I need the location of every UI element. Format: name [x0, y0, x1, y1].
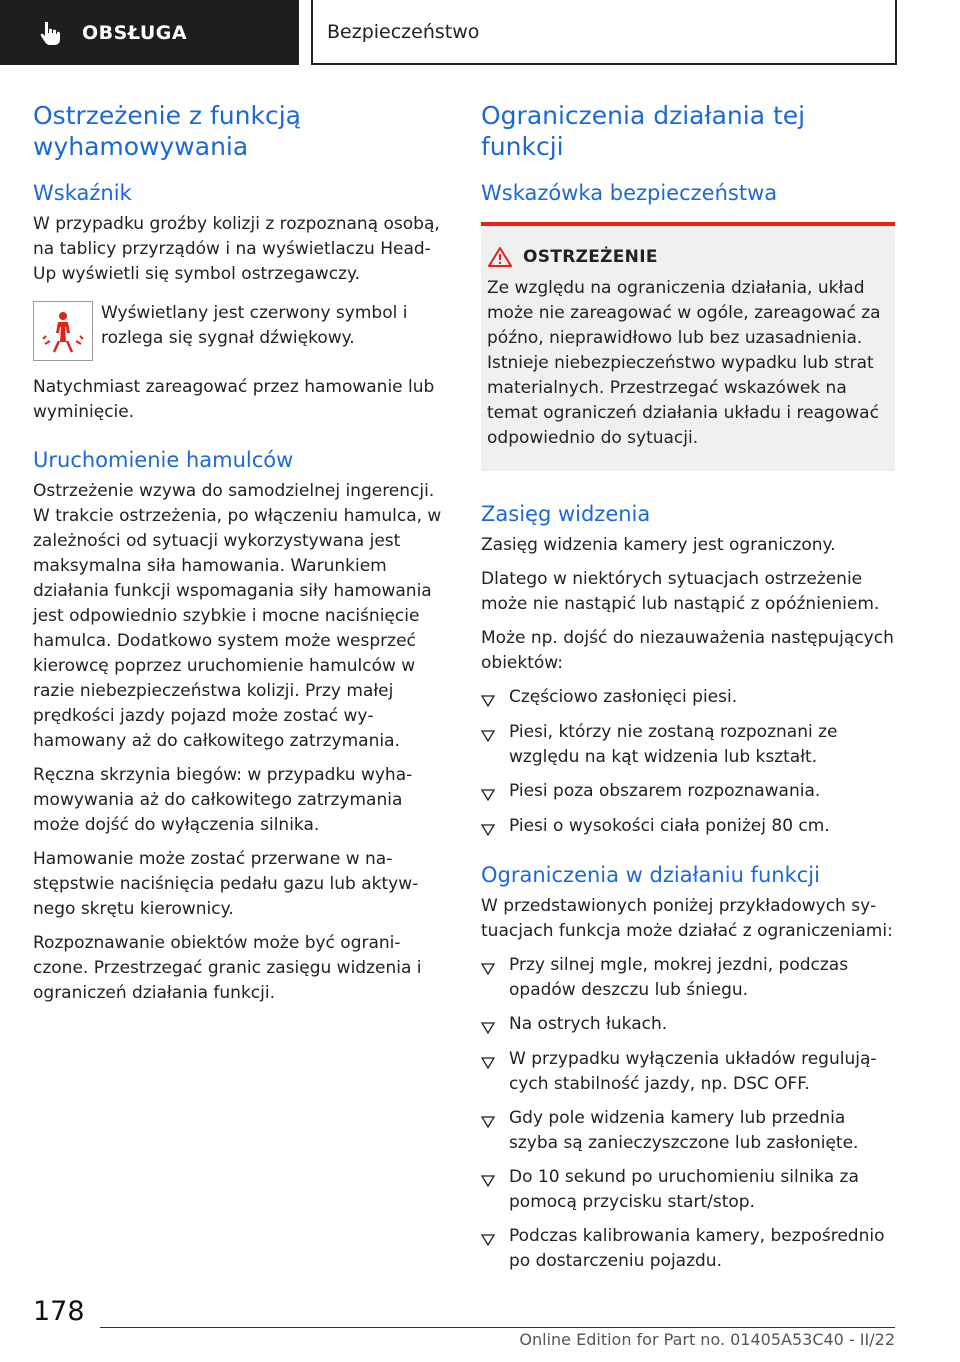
bullet-triangle-icon — [481, 1012, 509, 1038]
pedestrian-warning-icon — [33, 301, 93, 361]
brakes-heading: Uruchomienie hamulców — [33, 448, 294, 472]
list-item: Piesi poza obszarem rozpoznawania. — [481, 779, 895, 805]
bullet-triangle-icon — [481, 814, 509, 840]
warning-box — [481, 222, 895, 471]
left-column — [33, 100, 448, 1015]
list-item: Piesi o wysokości ciała poniżej 80 cm. — [481, 814, 895, 840]
react-paragraph: Natychmiast zareagować przez hamowanie lub wyminięcie. — [33, 377, 435, 422]
brakes-paragraph-3: Hamowanie może zostać przerwane w następstwie naciśnięcia pedału gazu lub aktywnego skrętu kierownicy. — [33, 849, 419, 919]
chapter-label: Bezpieczeństwo — [327, 20, 480, 43]
indicator-heading: Wskaźnik — [33, 181, 132, 205]
warning-text: Ze względu na ograniczenia działania, układ może nie zareagować w ogóle, zareagować za późno, nieprawidłowo lub bez uzasadnienia. Istnieje niebezpieczeństwo wypadku lub strat materialnych. Przestrzegać wskazówek na temat ograniczeń działania układu i reagować odpowiednio do sytuacji. — [487, 278, 881, 448]
right-title: Ograniczenia działania tej funkcji — [481, 101, 806, 161]
bullet-triangle-icon — [481, 953, 509, 1003]
symbol-row — [33, 301, 448, 361]
bullet-triangle-icon — [481, 1224, 509, 1274]
bullet-triangle-icon — [481, 720, 509, 770]
list-item: W przypadku wyłączenia układów regulujących stabilność jazdy, np. DSC OFF. — [481, 1047, 895, 1097]
right-column — [481, 100, 895, 1286]
page-number: 178 — [33, 1296, 85, 1327]
left-title: Ostrzeżenie z funkcją wyhamowywania — [33, 101, 301, 161]
limits-list — [481, 953, 895, 1274]
chapter-header — [311, 0, 897, 65]
indicator-paragraph: W przypadku groźby kolizji z rozpoznaną osobą, na tablicy przyrządów i na wyświetlaczu Head-Up wyświetli się symbol ostrzegawczy. — [33, 214, 440, 284]
bullet-triangle-icon — [481, 1106, 509, 1156]
range-heading: Zasięg widzenia — [481, 502, 651, 526]
list-item: Gdy pole widzenia kamery lub przednia szyba są zanieczyszczone lub zasłonięte. — [481, 1106, 895, 1156]
warning-triangle-icon — [487, 246, 513, 268]
bullet-triangle-icon — [481, 779, 509, 805]
list-item: Do 10 sekund po uruchomieniu silnika za pomocą przycisku start/stop. — [481, 1165, 895, 1215]
bullet-triangle-icon — [481, 1047, 509, 1097]
list-item: Piesi, którzy nie zostaną rozpoznani ze względu na kąt widzenia lub kształt. — [481, 720, 895, 770]
bullet-triangle-icon — [481, 685, 509, 711]
section-tab — [0, 0, 299, 65]
range-paragraph-1: Zasięg widzenia kamery jest ograniczony. — [481, 535, 836, 555]
footer-divider — [100, 1327, 895, 1328]
list-item: Częściowo zasłonięci piesi. — [481, 685, 895, 711]
bullet-triangle-icon — [481, 1165, 509, 1215]
limits-heading: Ograniczenia w działaniu funkcji — [481, 863, 820, 887]
brakes-paragraph-2: Ręczna skrzynia biegów: w przypadku wyhamowywania aż do całkowitego zatrzymania może dojść do wyłączenia silnika. — [33, 765, 413, 835]
list-item: Na ostrych łukach. — [481, 1012, 895, 1038]
brakes-paragraph-4: Rozpoznawanie obiektów może być ograniczone. Przestrzegać granic zasięgu widzenia i ograniczeń działania funkcji. — [33, 933, 422, 1003]
range-paragraph-3: Może np. dojść do niezauważenia następujących obiektów: — [481, 628, 894, 673]
edition-note: Online Edition for Part no. 01405A53C40 - II/22 — [519, 1330, 895, 1349]
range-list — [481, 685, 895, 840]
safety-heading: Wskazówka bezpieczeństwa — [481, 181, 778, 205]
symbol-description: Wyświetlany jest czerwony symbol i rozlega się sygnał dźwiękowy. — [101, 303, 408, 348]
section-label: OBSŁUGA — [82, 21, 188, 44]
range-paragraph-2: Dlatego w niektórych sytuacjach ostrzeżenie może nie nastąpić lub nastąpić z opóźnieniem. — [481, 569, 880, 614]
pointing-hand-icon — [36, 18, 66, 48]
brakes-paragraph-1: Ostrzeżenie wzywa do samodzielnej ingerencji. W trakcie ostrzeżenia, po włączeniu hamulca, w zależności od sytuacji wykorzystywana jest maksymalna siła hamowania. Warunkiem działania funkcji wspomagania siły hamowania jest odpowiednio szybkie i mocne naciśnięcie hamulca. Dodatkowo system może wesprzeć kierowcę poprzez uruchomienie hamulców w razie niebezpieczeństwa kolizji. Przy małej prędkości jazdy pojazd może zostać wyhamowany aż do całkowitego zatrzymania. — [33, 481, 442, 751]
list-item: Podczas kalibrowania kamery, bezpośrednio po dostarczeniu pojazdu. — [481, 1224, 895, 1274]
list-item: Przy silnej mgle, mokrej jezdni, podczas opadów deszczu lub śniegu. — [481, 953, 895, 1003]
warning-title: OSTRZEŻENIE — [523, 247, 658, 267]
warning-title-row — [487, 246, 881, 268]
limits-paragraph: W przedstawionych poniżej przykładowych sytuacjach funkcja może działać z ograniczeniami: — [481, 896, 893, 941]
